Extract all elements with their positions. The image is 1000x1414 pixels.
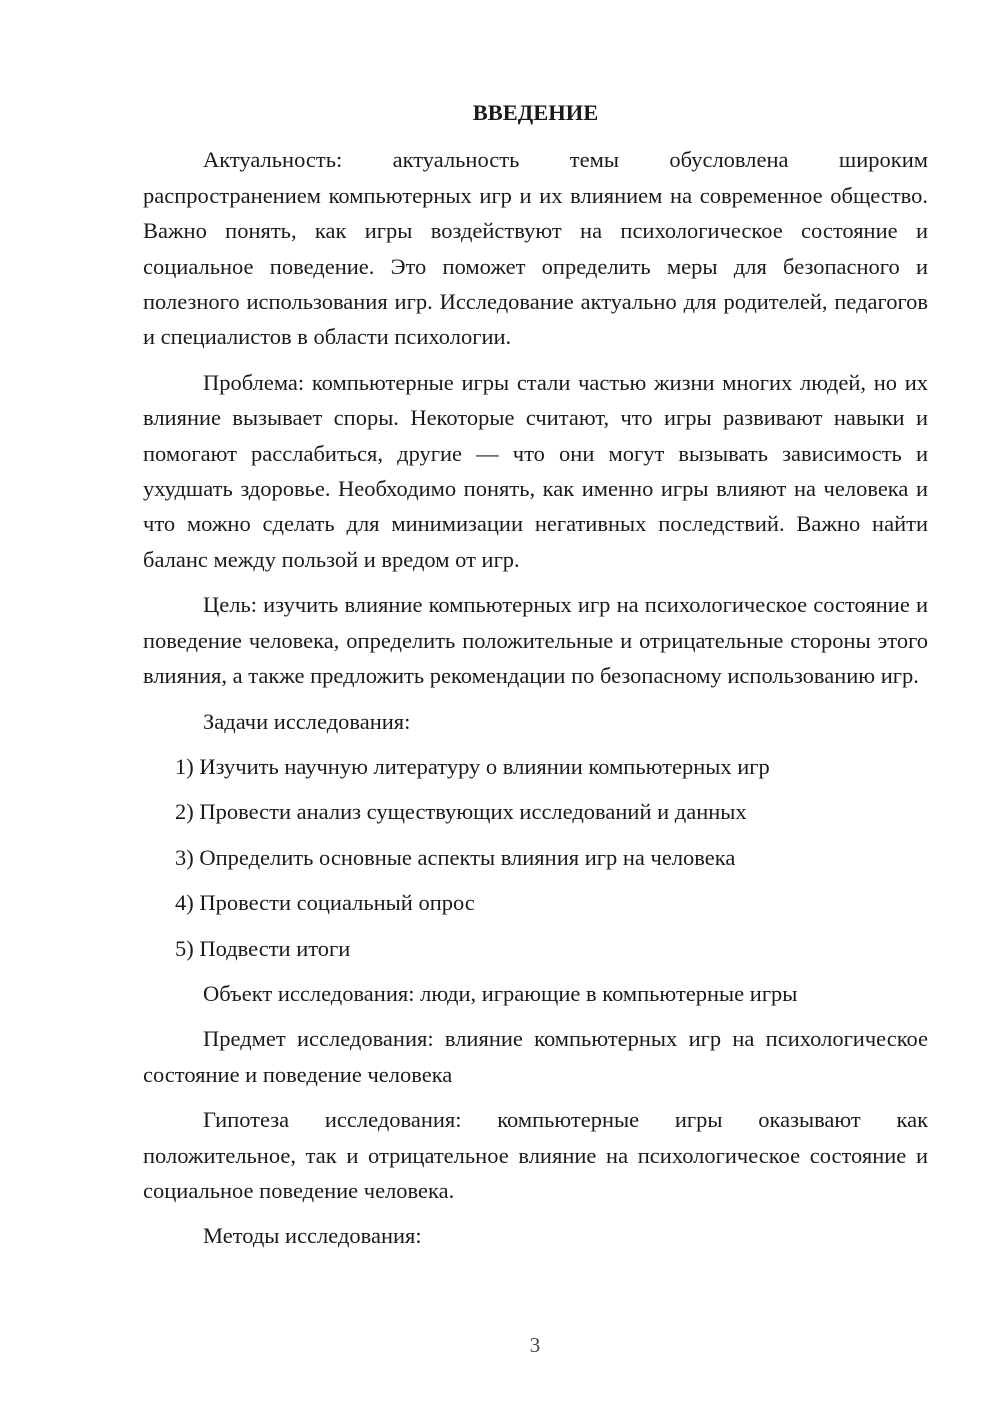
- goal-paragraph: Цель: изучить влияние компьютерных игр на психологическое состояние и поведение человека, определить положительные и отрицательные стороны этого влияния, а также предложить рекомендации по безопасному использованию игр.: [143, 592, 928, 689]
- tasks-title: Задачи исследования:: [203, 708, 411, 734]
- document-page: [143, 95, 928, 1264]
- task-item: 2) Провести анализ существующих исследований и данных: [175, 799, 747, 825]
- page-number: 3: [529, 1333, 541, 1357]
- task-item: 1) Изучить научную литературу о влиянии компьютерных игр: [175, 753, 770, 779]
- task-item: 3) Определить основные аспекты влияния игр на человека: [175, 844, 736, 870]
- task-item: 5) Подвести итоги: [175, 935, 351, 961]
- subject-paragraph: Предмет исследования: влияние компьютерных игр на психологическое состояние и поведение человека: [143, 1026, 928, 1087]
- problem-paragraph: Проблема: компьютерные игры стали частью жизни многих людей, но их влияние вызывает споры. Некоторые считают, что игры развивают навыки и помогают расслабиться, другие — что они могут вызывать зависимость и ухудшать здоровье. Необходимо понять, как именно игры влияют на человека и что можно сделать для минимизации негативных последствий. Важно найти баланс между пользой и вредом от игр.: [143, 369, 928, 572]
- object-paragraph: Объект исследования: люди, играющие в компьютерные игры: [203, 980, 798, 1006]
- methods-paragraph: Методы исследования:: [203, 1223, 422, 1249]
- task-item: 4) Провести социальный опрос: [175, 890, 475, 916]
- task-list: [143, 749, 928, 966]
- relevance-paragraph: Актуальность: актуальность темы обусловлена широким распространением компьютерных игр и их влиянием на современное общество. Важно понять, как игры воздействуют на психологическое состояние и социальное поведение. Это поможет определить меры для безопасного и полезного использования игр. Исследование актуально для родителей, педагогов и специалистов в области психологии.: [143, 147, 928, 350]
- hypothesis-paragraph: Гипотеза исследования: компьютерные игры оказывают как положительное, так и отрицательное влияние на психологическое состояние и социальное поведение человека.: [143, 1107, 928, 1203]
- section-heading: ВВЕДЕНИЕ: [472, 100, 599, 125]
